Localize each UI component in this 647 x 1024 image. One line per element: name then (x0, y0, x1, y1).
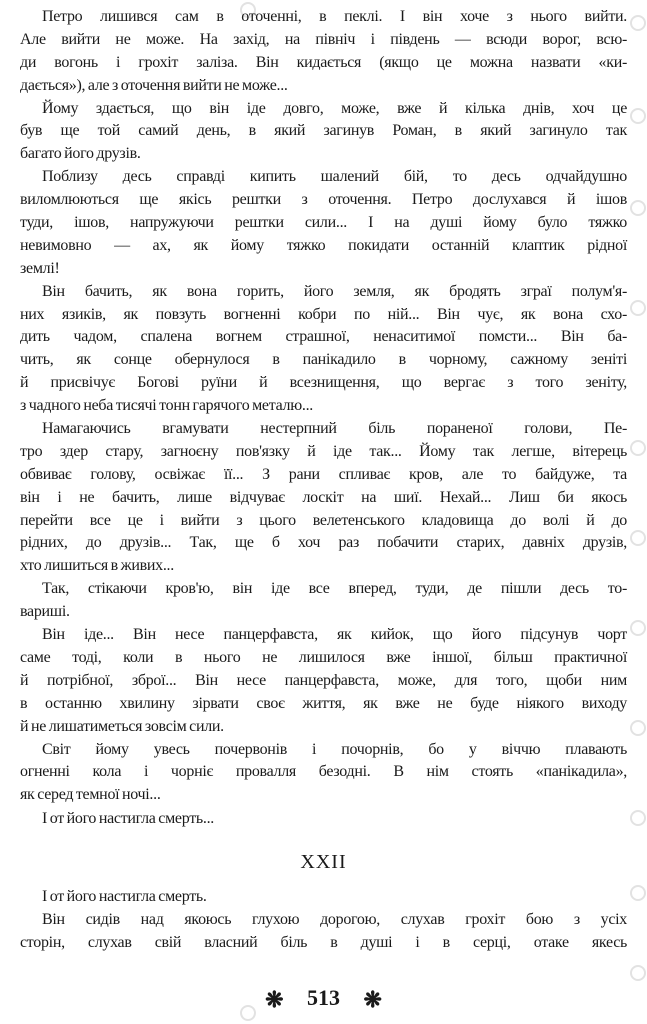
paragraph (20, 739, 627, 808)
paragraph (20, 578, 627, 624)
text-line: землі! (20, 259, 60, 277)
watermark-logo-icon (630, 530, 646, 546)
page-footer (0, 985, 647, 1013)
text-line: виломлюються ще якісь рештки з оточення. Петро дослухався й ішов (20, 191, 627, 209)
chapter-heading: XXII (300, 851, 347, 873)
text-line: огненні кола і чорніє провалля безодні. В нім стоять «панікадила», (20, 763, 627, 781)
text-line: тро здер стару, загноєну пов'язку й іде так... Йому так легше, вітерець (20, 442, 627, 460)
text-line: сторін, слухав свій власний біль в душі і в серці, отаке якесь (20, 933, 627, 951)
watermark-logo-icon (630, 200, 646, 216)
text-line: Петро лишився сам в оточенні, в пеклі. І він хоче з нього вийти. (42, 8, 627, 25)
ornament-right-icon: ❋ (363, 986, 382, 1012)
text-line: як серед темної ночі... (20, 786, 161, 804)
watermark-logo-icon (630, 810, 646, 826)
text-line: туди, ішов, напружуючи рештки сили... І на душі йому було тяжко (20, 214, 627, 232)
text-line: обвиває голову, освіжає її... З рани спливає кров, але то байдуже, та (20, 465, 627, 483)
text-line: Він бачить, як вона горить, його земля, як бродять зграї полум'я- (42, 282, 627, 300)
text-line: й потрібної, зброї... Він несе панцерфавста, може, для того, щоби ним (20, 671, 627, 689)
section-ending (20, 808, 627, 831)
text-line: Але вийти не може. На захід, на північ і південь — всюди ворог, всю- (20, 30, 627, 48)
paragraph (20, 909, 627, 955)
watermark-logo-icon (630, 108, 646, 124)
page-number: 513 (307, 985, 340, 1010)
text-line: Він сидів над якоюсь глухою дорогою, слухав грохіт бою з усіх (42, 910, 627, 928)
text-line: й присвічує Богові руїни й всезнищення, що вергає з того зеніту, (20, 374, 627, 392)
watermark-logo-icon (630, 885, 646, 901)
text-line: них язиків, як повзуть вогненні кобри по ній... Він чує, як вона схо- (20, 305, 627, 323)
text-line: рідних, до друзів... Так, ще б хоч раз побачити старих, давніх друзів, (20, 534, 627, 552)
text-line: Поблизу десь справді кипить шалений бій, то десь одчайдушно (42, 168, 627, 186)
watermark-logo-icon (630, 300, 646, 316)
text-line: дить чадом, спалена вогнем страшної, ненаситимої помсти... Він ба- (20, 328, 627, 346)
text-line: вариші. (20, 603, 70, 621)
text-line: перейти все це і вийти з цього велетенського кладовища до волі й до (20, 511, 627, 529)
text-line: Він іде... Він несе панцерфавста, як кийок, що його підсунув чорт (42, 626, 627, 644)
paragraph (20, 624, 627, 738)
text-line: був ще той самий день, в який загинув Роман, в який загинуло так (20, 122, 627, 140)
text-line: невимовно — ах, як йому тяжко покидати останній клаптик рідної (20, 236, 627, 254)
ornament-left-icon: ❋ (265, 986, 284, 1012)
text-line: саме тоді, коли в нього не лишилося вже іншої, більш практичної (20, 648, 627, 666)
text-line: Світ йому увесь почервонів і почорнів, бо у віччю плавають (42, 740, 627, 758)
body-text (20, 6, 627, 807)
paragraph (20, 886, 627, 909)
text-line: Намагаючись вгамувати нестерпний біль пораненої голови, Пе- (42, 420, 627, 438)
text-line: І от його настигла смерть. (42, 888, 207, 905)
text-line: багато його друзів. (20, 145, 141, 163)
text-line: з чадного неба тисячі тонн гарячого металю... (20, 397, 313, 415)
chapter-text (20, 886, 627, 955)
paragraph (20, 418, 627, 578)
text-line: І от його настигла смерть... (42, 810, 214, 827)
watermark-logo-icon (630, 15, 646, 31)
text-line: Йому здається, що він іде довго, може, вже й кілька днів, хоч це (42, 99, 627, 117)
paragraph (20, 6, 627, 98)
paragraph (20, 98, 627, 167)
text-line: ди вогонь і грохіт заліза. Він кидається (якщо це можна назвати «ки- (20, 53, 627, 71)
text-line: Так, стікаючи кров'ю, він іде все вперед, туди, де пішли десь то- (42, 580, 627, 598)
text-line: чить, як сонце обернулося в панікадило в чорному, сажному зеніті (20, 351, 627, 369)
watermark-logo-icon (630, 720, 646, 736)
text-line: хто лишиться в живих... (20, 557, 174, 575)
text-line: й не лишатиметься зовсім сили. (20, 717, 224, 735)
text-line: дається»), але з оточення вийти не може... (20, 76, 288, 94)
watermark-logo-icon (630, 965, 646, 981)
text-line: він і не бачить, лише відчуває лоскіт на шиї. Нехай... Лиш би якось (20, 488, 627, 506)
paragraph (20, 166, 627, 280)
watermark-logo-icon (630, 620, 646, 636)
paragraph (20, 281, 627, 418)
text-line: в останню хвилину зірвати своє життя, як вже не буде ніякого виходу (20, 694, 627, 712)
watermark-logo-icon (630, 440, 646, 456)
